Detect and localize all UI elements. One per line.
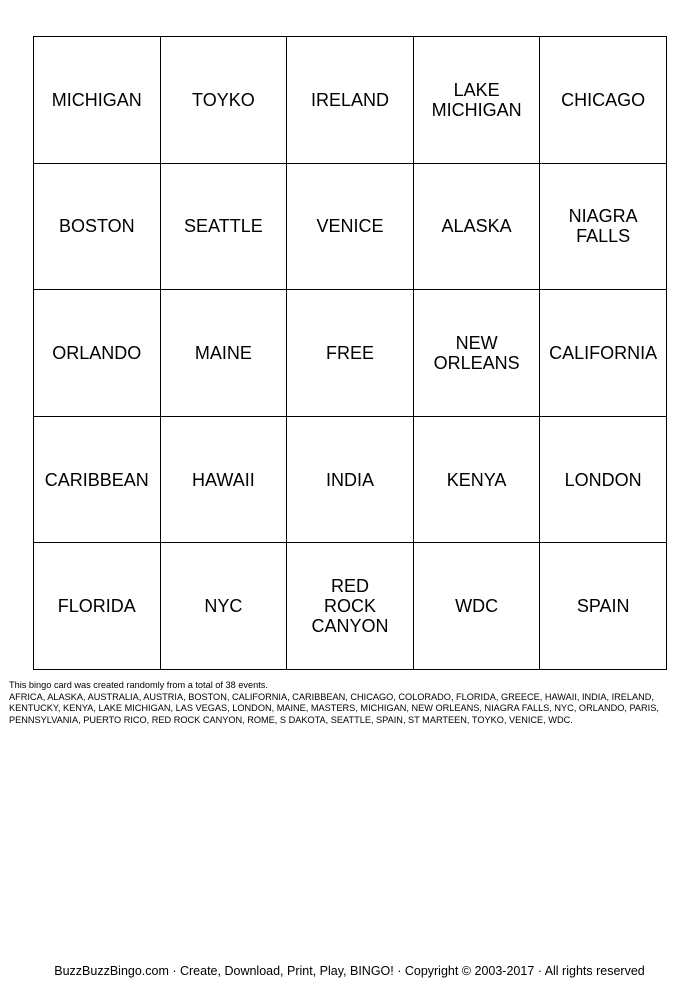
bingo-cell: LONDON bbox=[540, 416, 667, 543]
copyright-footer: BuzzBuzzBingo.com · Create, Download, Print, Play, BINGO! · Copyright © 2003-2017 · All rights reserved bbox=[54, 964, 645, 978]
bingo-cell: LAKE MICHIGAN bbox=[413, 37, 540, 164]
bingo-cell: CARIBBEAN bbox=[34, 416, 161, 543]
bingo-cell: ORLANDO bbox=[34, 290, 161, 417]
bingo-row bbox=[34, 290, 667, 417]
bingo-cell: BOSTON bbox=[34, 163, 161, 290]
bingo-cell: NEW ORLEANS bbox=[413, 290, 540, 417]
bingo-cell: CALIFORNIA bbox=[540, 290, 667, 417]
bingo-card bbox=[33, 36, 667, 670]
bingo-cell: WDC bbox=[413, 543, 540, 670]
bingo-cell: CHICAGO bbox=[540, 37, 667, 164]
bingo-row bbox=[34, 37, 667, 164]
bingo-cell: ALASKA bbox=[413, 163, 540, 290]
bingo-cell: SPAIN bbox=[540, 543, 667, 670]
bingo-free-cell: FREE bbox=[287, 290, 414, 417]
bingo-cell: VENICE bbox=[287, 163, 414, 290]
bingo-cell: SEATTLE bbox=[160, 163, 287, 290]
bingo-cell: IRELAND bbox=[287, 37, 414, 164]
events-intro: This bingo card was created randomly from a total of 38 events. bbox=[9, 680, 268, 690]
bingo-cell: HAWAII bbox=[160, 416, 287, 543]
events-list: AFRICA, ALASKA, AUSTRALIA, AUSTRIA, BOSTON, CALIFORNIA, CARIBBEAN, CHICAGO, COLORADO, FLORIDA, GREECE, HAWAII, INDIA, IRELAND, KENTUCKY, KENYA, LAKE MICHIGAN, LAS VEGAS, LONDON, MAINE, MASTERS, MICHIGAN, NEW ORLEANS, NIAGRA FALLS, NYC, ORLANDO, PARIS, PENNSYLVANIA, PUERTO RICO, RED ROCK CANYON, ROME, S DAKOTA, SEATTLE, SPAIN, ST MARTEEN, TOYKO, VENICE, WDC. bbox=[9, 691, 659, 725]
bingo-cell: INDIA bbox=[287, 416, 414, 543]
bingo-row bbox=[34, 163, 667, 290]
bingo-cell: MAINE bbox=[160, 290, 287, 417]
bingo-row bbox=[34, 543, 667, 670]
bingo-cell: FLORIDA bbox=[34, 543, 161, 670]
bingo-cell: NYC bbox=[160, 543, 287, 670]
bingo-row bbox=[34, 416, 667, 543]
bingo-cell: RED ROCK CANYON bbox=[287, 543, 414, 670]
events-note bbox=[9, 680, 691, 726]
bingo-cell: MICHIGAN bbox=[34, 37, 161, 164]
bingo-cell: KENYA bbox=[413, 416, 540, 543]
bingo-cell: TOYKO bbox=[160, 37, 287, 164]
bingo-cell: NIAGRA FALLS bbox=[540, 163, 667, 290]
